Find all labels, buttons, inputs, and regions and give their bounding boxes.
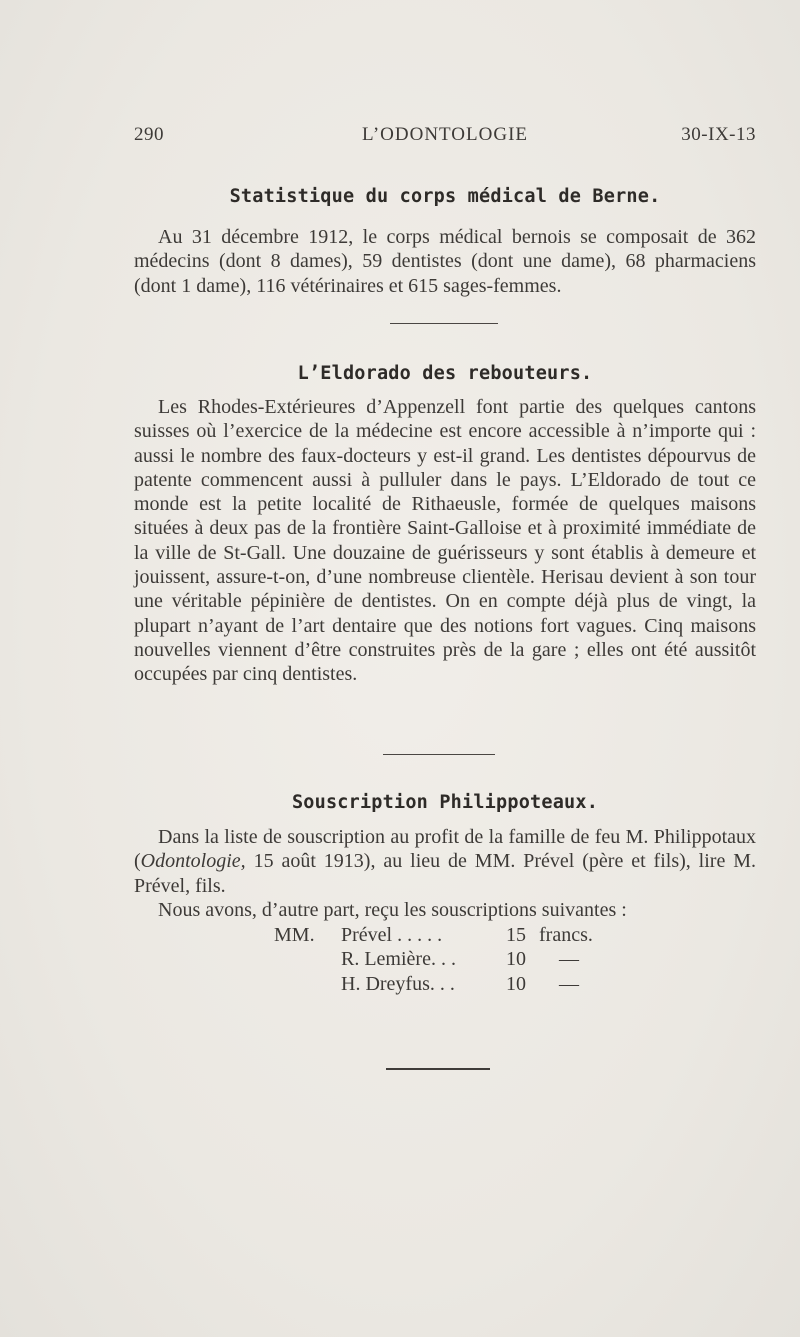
section-body-statistique: Au 31 décembre 1912, le corps médical bernois se composait de 362 médecins (dont 8 dames), 59 dentistes (dont une dame), 68 pharmaciens (dont 1 dame), 116 vétérinaires et 615 sages-femmes. bbox=[134, 226, 756, 297]
section-title-eldorado: L’Eldorado des rebouteurs. bbox=[297, 363, 593, 384]
running-head bbox=[134, 124, 756, 148]
subscription-unit: — bbox=[559, 972, 579, 995]
subscription-row bbox=[274, 947, 614, 971]
section-body-souscription bbox=[134, 825, 756, 898]
page-number: 290 bbox=[134, 124, 164, 145]
end-divider bbox=[386, 1068, 490, 1070]
subscriber-name: H. Dreyfus. . . bbox=[341, 972, 455, 995]
journal-title: L’ODONTOLOGIE bbox=[361, 124, 529, 145]
subscription-amount: 10 bbox=[506, 948, 526, 971]
subscription-row bbox=[274, 972, 614, 996]
section-divider bbox=[383, 754, 495, 755]
subscriber-name: Prével . . . . . bbox=[341, 924, 443, 946]
subscription-row bbox=[274, 923, 614, 947]
subscriptions-intro: Nous avons, d’autre part, reçu les souscriptions suivantes : bbox=[158, 899, 627, 921]
section-body-eldorado: Les Rhodes-Extérieures d’Appenzell font partie des quelques cantons suisses où l’exercice de la médecine est encore accessible à n’importe qui : aussi le nombre des faux-docteurs y est-il grand. Les dentistes dépourvus de patente commencent aussi à pulluler dans le pays. L’Eldorado de tout ce monde est la petite localité de Rithaeusle, formée de quelques maisons situées à deux pas de la frontière Saint-Galloise et à proximité immédiate de la ville de St-Gall. Une douzaine de guérisseurs y sont établis à demeure et jouissent, assure-t-on, d’une nombreuse clientèle. Herisau devient à son tour une véritable pépinière de dentistes. On en compte déjà plus de vingt, la plupart n’ayant de l’art dentaire que des notions fort vagues. Cinq maisons nouvelles viennent d’être construites près de la gare ; elles ont été aussitôt occupées par cinq dentistes. bbox=[134, 396, 756, 686]
subscription-unit: — bbox=[559, 948, 579, 971]
text-run: 15 août 1913), au lieu de MM. Prével (père et fils), lire M. Prével, fils. bbox=[134, 850, 756, 897]
section-title-souscription: Souscription Philippoteaux. bbox=[291, 792, 599, 813]
subscription-prefix: MM. bbox=[274, 924, 315, 946]
section-divider bbox=[390, 323, 498, 324]
subscription-amount: 15 bbox=[506, 924, 526, 946]
subscription-amount: 10 bbox=[506, 972, 526, 995]
issue-date: 30-IX-13 bbox=[681, 124, 756, 145]
subscriber-name: R. Lemière. . . bbox=[341, 948, 456, 971]
journal-citation: Odontologie, bbox=[140, 850, 246, 873]
subscriptions-list bbox=[274, 923, 614, 996]
text-run: Dans la liste de souscription au profit de la famille de feu M. Philippotaux ( bbox=[134, 826, 756, 873]
subscription-unit: francs. bbox=[539, 924, 593, 946]
section-title-statistique: Statistique du corps médical de Berne. bbox=[229, 186, 661, 207]
